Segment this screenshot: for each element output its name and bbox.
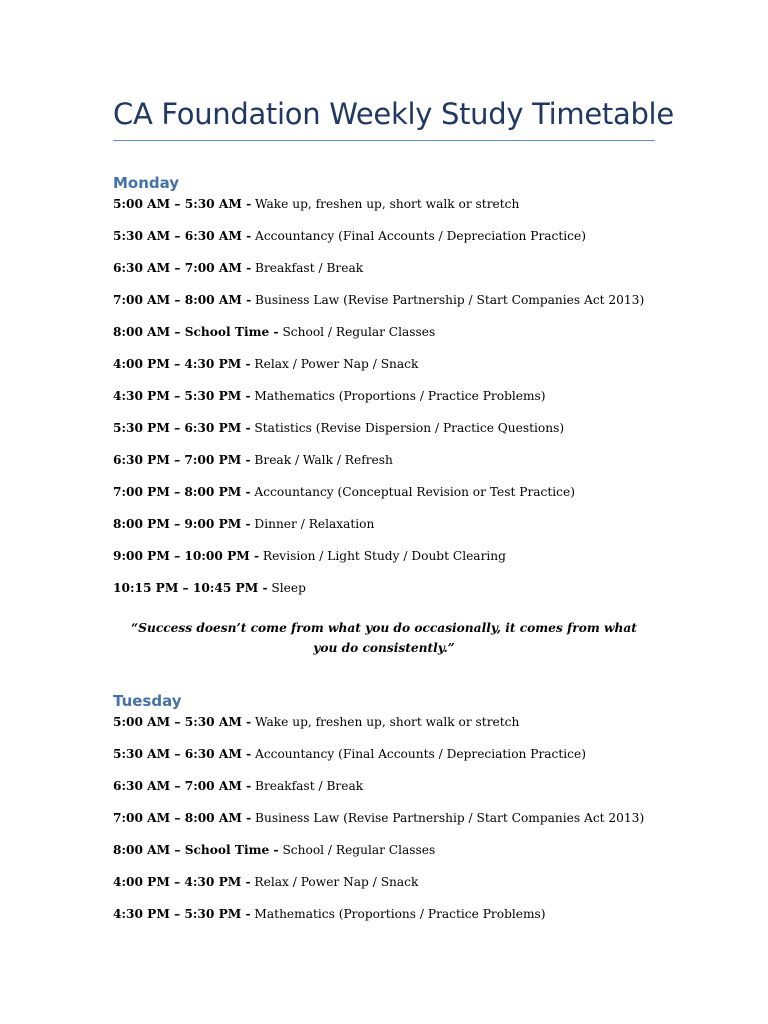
schedule-entry bbox=[113, 842, 655, 858]
entry-activity: Statistics (Revise Dispersion / Practice Questions) bbox=[250, 421, 565, 435]
schedule-entry bbox=[113, 452, 655, 468]
schedule-entry bbox=[113, 516, 655, 532]
day-section-monday bbox=[113, 173, 655, 658]
entry-time: 5:30 AM – 6:30 AM - bbox=[113, 747, 252, 761]
schedule-entry bbox=[113, 228, 655, 244]
entry-activity: Mathematics (Proportions / Practice Problems) bbox=[250, 907, 546, 921]
entry-activity: Revision / Light Study / Doubt Clearing bbox=[259, 549, 506, 563]
entry-time: 5:00 AM – 5:30 AM - bbox=[113, 197, 252, 211]
motivational-quote: “Success doesn’t come from what you do occasionally, it comes from what you do consistently.” bbox=[131, 621, 637, 655]
schedule-entry bbox=[113, 196, 655, 212]
entry-time: 9:00 PM – 10:00 PM - bbox=[113, 549, 260, 563]
schedule-entry bbox=[113, 580, 655, 596]
entry-activity: Wake up, freshen up, short walk or stretch bbox=[251, 715, 520, 729]
day-section-tuesday bbox=[113, 691, 655, 922]
schedule-entry bbox=[113, 874, 655, 890]
schedule-entry bbox=[113, 746, 655, 762]
entry-activity: Breakfast / Break bbox=[251, 261, 364, 275]
schedule-entry bbox=[113, 810, 655, 826]
entry-activity: Business Law (Revise Partnership / Start Companies Act 2013) bbox=[251, 811, 645, 825]
entry-time: 4:00 PM – 4:30 PM - bbox=[113, 875, 251, 889]
entry-time: 4:30 PM – 5:30 PM - bbox=[113, 389, 251, 403]
entry-time: 8:00 AM – School Time - bbox=[113, 325, 279, 339]
day-heading-monday: Monday bbox=[113, 174, 180, 192]
entry-activity: Relax / Power Nap / Snack bbox=[250, 875, 419, 889]
entry-time: 5:30 PM – 6:30 PM - bbox=[113, 421, 251, 435]
schedule-entry bbox=[113, 420, 655, 436]
entry-activity: Wake up, freshen up, short walk or stretch bbox=[251, 197, 520, 211]
entry-time: 7:00 AM – 8:00 AM - bbox=[113, 811, 252, 825]
entry-time: 8:00 AM – School Time - bbox=[113, 843, 279, 857]
entry-activity: Accountancy (Final Accounts / Depreciation Practice) bbox=[251, 229, 586, 243]
document-page bbox=[113, 95, 674, 922]
entry-time: 5:30 AM – 6:30 AM - bbox=[113, 229, 252, 243]
day-heading-tuesday: Tuesday bbox=[113, 692, 182, 710]
entry-time: 6:30 AM – 7:00 AM - bbox=[113, 779, 252, 793]
entry-time: 8:00 PM – 9:00 PM - bbox=[113, 517, 251, 531]
schedule-entry bbox=[113, 292, 655, 308]
schedule-entry bbox=[113, 356, 655, 372]
schedule-entry bbox=[113, 906, 655, 922]
document-title: CA Foundation Weekly Study Timetable bbox=[113, 95, 655, 141]
entry-time: 6:30 AM – 7:00 AM - bbox=[113, 261, 252, 275]
schedule-entry bbox=[113, 324, 655, 340]
entry-activity: School / Regular Classes bbox=[278, 843, 436, 857]
entry-activity: Relax / Power Nap / Snack bbox=[250, 357, 419, 371]
schedule-entry bbox=[113, 548, 655, 564]
entry-activity: School / Regular Classes bbox=[278, 325, 436, 339]
entry-activity: Mathematics (Proportions / Practice Problems) bbox=[250, 389, 546, 403]
schedule-entry bbox=[113, 714, 655, 730]
schedule-entry bbox=[113, 778, 655, 794]
entry-activity: Sleep bbox=[267, 581, 306, 595]
entry-activity: Breakfast / Break bbox=[251, 779, 364, 793]
entry-activity: Break / Walk / Refresh bbox=[250, 453, 393, 467]
entry-time: 7:00 AM – 8:00 AM - bbox=[113, 293, 252, 307]
entry-time: 6:30 PM – 7:00 PM - bbox=[113, 453, 251, 467]
entry-activity: Accountancy (Conceptual Revision or Test Practice) bbox=[250, 485, 575, 499]
entry-activity: Accountancy (Final Accounts / Depreciation Practice) bbox=[251, 747, 586, 761]
entry-activity: Business Law (Revise Partnership / Start Companies Act 2013) bbox=[251, 293, 645, 307]
entry-time: 7:00 PM – 8:00 PM - bbox=[113, 485, 251, 499]
entry-activity: Dinner / Relaxation bbox=[250, 517, 375, 531]
entry-time: 4:00 PM – 4:30 PM - bbox=[113, 357, 251, 371]
entry-time: 4:30 PM – 5:30 PM - bbox=[113, 907, 251, 921]
entry-time: 5:00 AM – 5:30 AM - bbox=[113, 715, 252, 729]
schedule-entry bbox=[113, 260, 655, 276]
entry-time: 10:15 PM – 10:45 PM - bbox=[113, 581, 268, 595]
schedule-entry bbox=[113, 484, 655, 500]
schedule-entry bbox=[113, 388, 655, 404]
